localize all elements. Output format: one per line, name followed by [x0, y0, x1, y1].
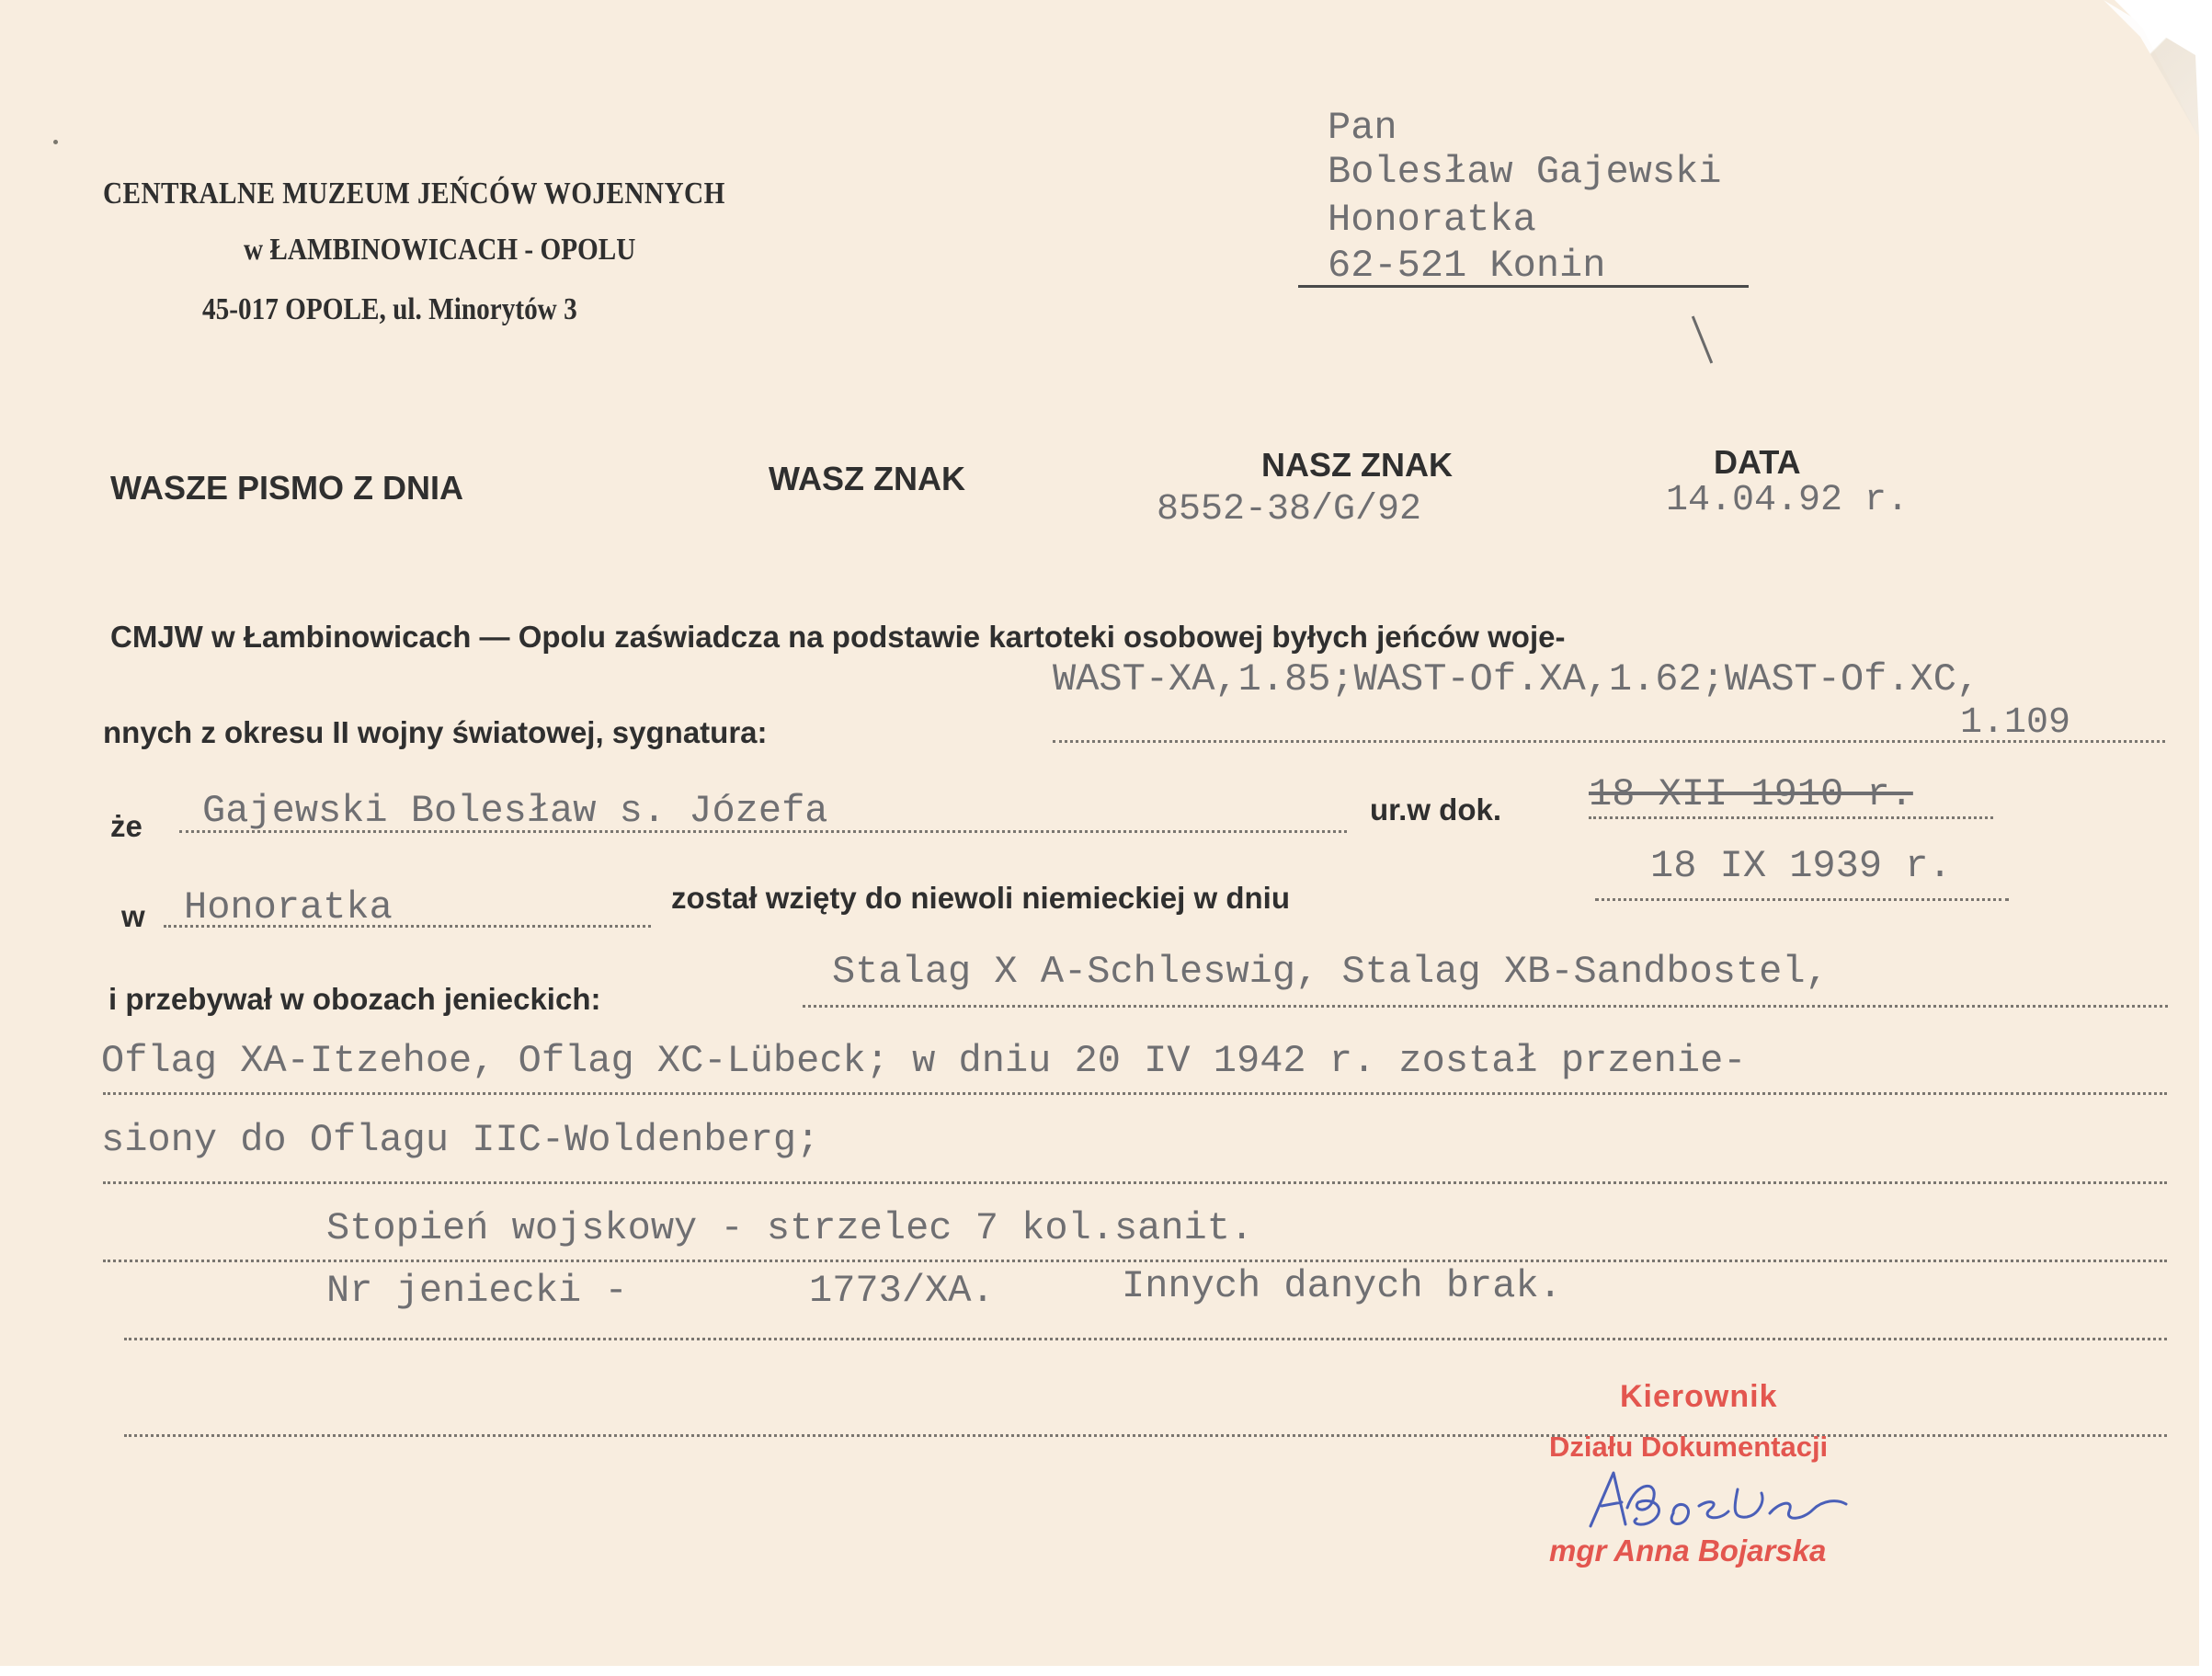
stamp-department: Działu Dokumentacji: [1549, 1431, 1829, 1463]
camps-line-2: Oflag XA-Itzehoe, Oflag XC-Lübeck; w dniu 20 IV 1942 r. został przenie-: [101, 1039, 1747, 1083]
camps-label: i przebywał w obozach jenieckich:: [108, 982, 601, 1016]
camps-dotted-line-1: [803, 1005, 2168, 1008]
person-name: Gajewski Bolesław s. Józefa: [202, 789, 828, 833]
our-ref-label: NASZ ZNAK: [1261, 446, 1453, 484]
paper-speck: [53, 140, 58, 144]
pow-number-value: 1773/XA.: [809, 1269, 995, 1313]
sender-address: 45-017 OPOLE, ul. Minorytów 3: [202, 292, 577, 326]
place-dotted-line: [164, 925, 651, 928]
intro-line-2: nnych z okresu II wojny światowej, sygnatura:: [103, 715, 768, 749]
pow-number-label: Nr jeniecki -: [326, 1269, 628, 1313]
dotted-line-4: [103, 1260, 2167, 1262]
camps-line-1: Stalag X A-Schleswig, Stalag XB-Sandbostel,: [832, 950, 1829, 994]
sender-city: w ŁAMBINOWICACH - OPOLU: [244, 233, 636, 267]
rank-line: Stopień wojskowy - strzelec 7 kol.sanit.: [326, 1206, 1254, 1250]
recipient-village: Honoratka: [1328, 198, 1536, 242]
date-value: 14.04.92 r.: [1666, 480, 1910, 521]
recipient-postcode-city: 62-521 Konin: [1328, 244, 1606, 288]
date-label: DATA: [1714, 443, 1801, 481]
intro-line-1: CMJW w Łambinowicach — Opolu zaświadcza na podstawie kartoteki osobowej byłych jeńców woje-: [110, 620, 1566, 654]
recipient-name: Bolesław Gajewski: [1328, 150, 1722, 194]
our-ref-value: 8552-38/G/92: [1157, 489, 1422, 530]
signature-value-2: 1.109: [1960, 702, 2071, 744]
captured-date: 18 IX 1939 r.: [1650, 844, 1952, 888]
captured-dotted-line: [1595, 898, 2009, 901]
handwritten-signature: [1581, 1462, 1857, 1545]
dotted-line-6: [124, 1434, 2167, 1437]
born-dotted-line: [1589, 816, 1993, 819]
dotted-line-3: [103, 1181, 2167, 1184]
place-value: Honoratka: [184, 885, 393, 929]
born-date: 18 XII 1910 r.: [1589, 772, 1913, 816]
recipient-underline: [1298, 285, 1749, 288]
stamp-title: Kierownik: [1620, 1379, 1778, 1414]
sender-name: CENTRALNE MUZEUM JEŃCÓW WOJENNYCH: [103, 177, 725, 211]
camps-line-3: siony do Oflagu IIC-Woldenberg;: [101, 1118, 820, 1162]
captured-label: został wzięty do niewoli niemieckiej w dniu: [671, 881, 1290, 915]
stamp-signatory: mgr Anna Bojarska: [1549, 1533, 1827, 1568]
that-label: że: [110, 809, 143, 843]
signature-value-1: WAST-XA,1.85;WAST-Of.XA,1.62;WAST-Of.XC,: [1053, 657, 1980, 701]
in-label: w: [121, 899, 145, 933]
name-dotted-line: [179, 830, 1347, 833]
camps-dotted-line-2: [103, 1092, 2167, 1095]
your-letter-label: WASZE PISMO Z DNIA: [110, 469, 464, 507]
dotted-line-5: [124, 1338, 2167, 1340]
no-more-data: Innych danych brak.: [1122, 1264, 1562, 1308]
your-ref-label: WASZ ZNAK: [769, 460, 965, 497]
recipient-title: Pan: [1328, 106, 1397, 150]
born-label: ur.w dok.: [1370, 792, 1502, 827]
